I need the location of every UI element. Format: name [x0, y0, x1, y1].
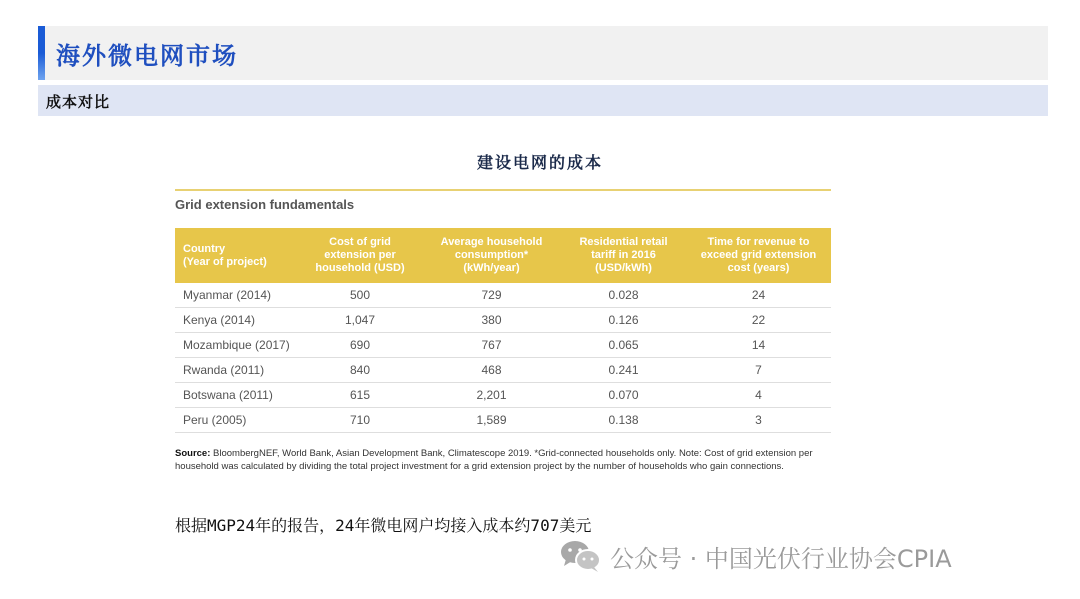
- table-cell: 729: [422, 283, 561, 308]
- table-cell: 615: [298, 383, 422, 408]
- divider: [175, 189, 831, 191]
- page-title: 海外微电网市场: [56, 41, 238, 70]
- column-header: Country (Year of project): [175, 228, 298, 283]
- table-cell: 690: [298, 333, 422, 358]
- watermark: [560, 539, 952, 573]
- table-cell: 0.070: [561, 383, 686, 408]
- table-cell: 24: [686, 283, 831, 308]
- column-header: Cost of grid extension per household (USD): [298, 228, 422, 283]
- table-cell: Botswana (2011): [175, 383, 298, 408]
- table-cell: 4: [686, 383, 831, 408]
- table-cell: Mozambique (2017): [175, 333, 298, 358]
- table-cell: Kenya (2014): [175, 308, 298, 333]
- figure-title: 建设电网的成本: [476, 153, 603, 172]
- table-cell: 14: [686, 333, 831, 358]
- watermark-text: 公众号 · 中国光伏行业协会CPIA: [610, 544, 952, 573]
- table-cell: 1,047: [298, 308, 422, 333]
- table-cell: 0.065: [561, 333, 686, 358]
- table-cell: 767: [422, 333, 561, 358]
- source-note: [175, 447, 835, 473]
- column-header: Time for revenue to exceed grid extension cost (years): [686, 228, 831, 283]
- table-cell: Myanmar (2014): [175, 283, 298, 308]
- table-cell: 380: [422, 308, 561, 333]
- table-cell: 468: [422, 358, 561, 383]
- source-label: Source:: [175, 448, 211, 459]
- table-cell: Peru (2005): [175, 408, 298, 433]
- section-header: [38, 85, 1048, 116]
- table-cell: 7: [686, 358, 831, 383]
- table-row: [175, 283, 831, 308]
- page-header: [38, 26, 1048, 80]
- table-cell: 0.241: [561, 358, 686, 383]
- column-header: Average household consumption* (kWh/year): [422, 228, 561, 283]
- source-text: BloombergNEF, World Bank, Asian Development Bank, Climatescope 2019. *Grid-connected households only. Note: Cost of grid extension per household was calculated by dividing the total project investment for a grid extension project by the number of households who gain connections.: [175, 448, 813, 472]
- column-header: Residential retail tariff in 2016 (USD/kWh): [561, 228, 686, 283]
- table-row: [175, 308, 831, 333]
- table-caption: Grid extension fundamentals: [175, 197, 355, 212]
- section-title: 成本对比: [46, 93, 111, 111]
- table-cell: Rwanda (2011): [175, 358, 298, 383]
- table-cell: 0.138: [561, 408, 686, 433]
- table-row: [175, 333, 831, 358]
- table-row: [175, 358, 831, 383]
- wechat-icon: [560, 539, 602, 573]
- summary-note: 根据MGP24年的报告，24年微电网户均接入成本约707美元: [175, 516, 592, 535]
- table-cell: 2,201: [422, 383, 561, 408]
- table-cell: 710: [298, 408, 422, 433]
- cost-table: [175, 228, 831, 433]
- table-cell: 1,589: [422, 408, 561, 433]
- table-row: [175, 408, 831, 433]
- table-cell: 840: [298, 358, 422, 383]
- table-cell: 22: [686, 308, 831, 333]
- table-row: [175, 383, 831, 408]
- table-cell: 0.126: [561, 308, 686, 333]
- table-cell: 3: [686, 408, 831, 433]
- table-cell: 500: [298, 283, 422, 308]
- header-accent-bar: [38, 26, 45, 80]
- table-cell: 0.028: [561, 283, 686, 308]
- table-header-row: [175, 228, 831, 283]
